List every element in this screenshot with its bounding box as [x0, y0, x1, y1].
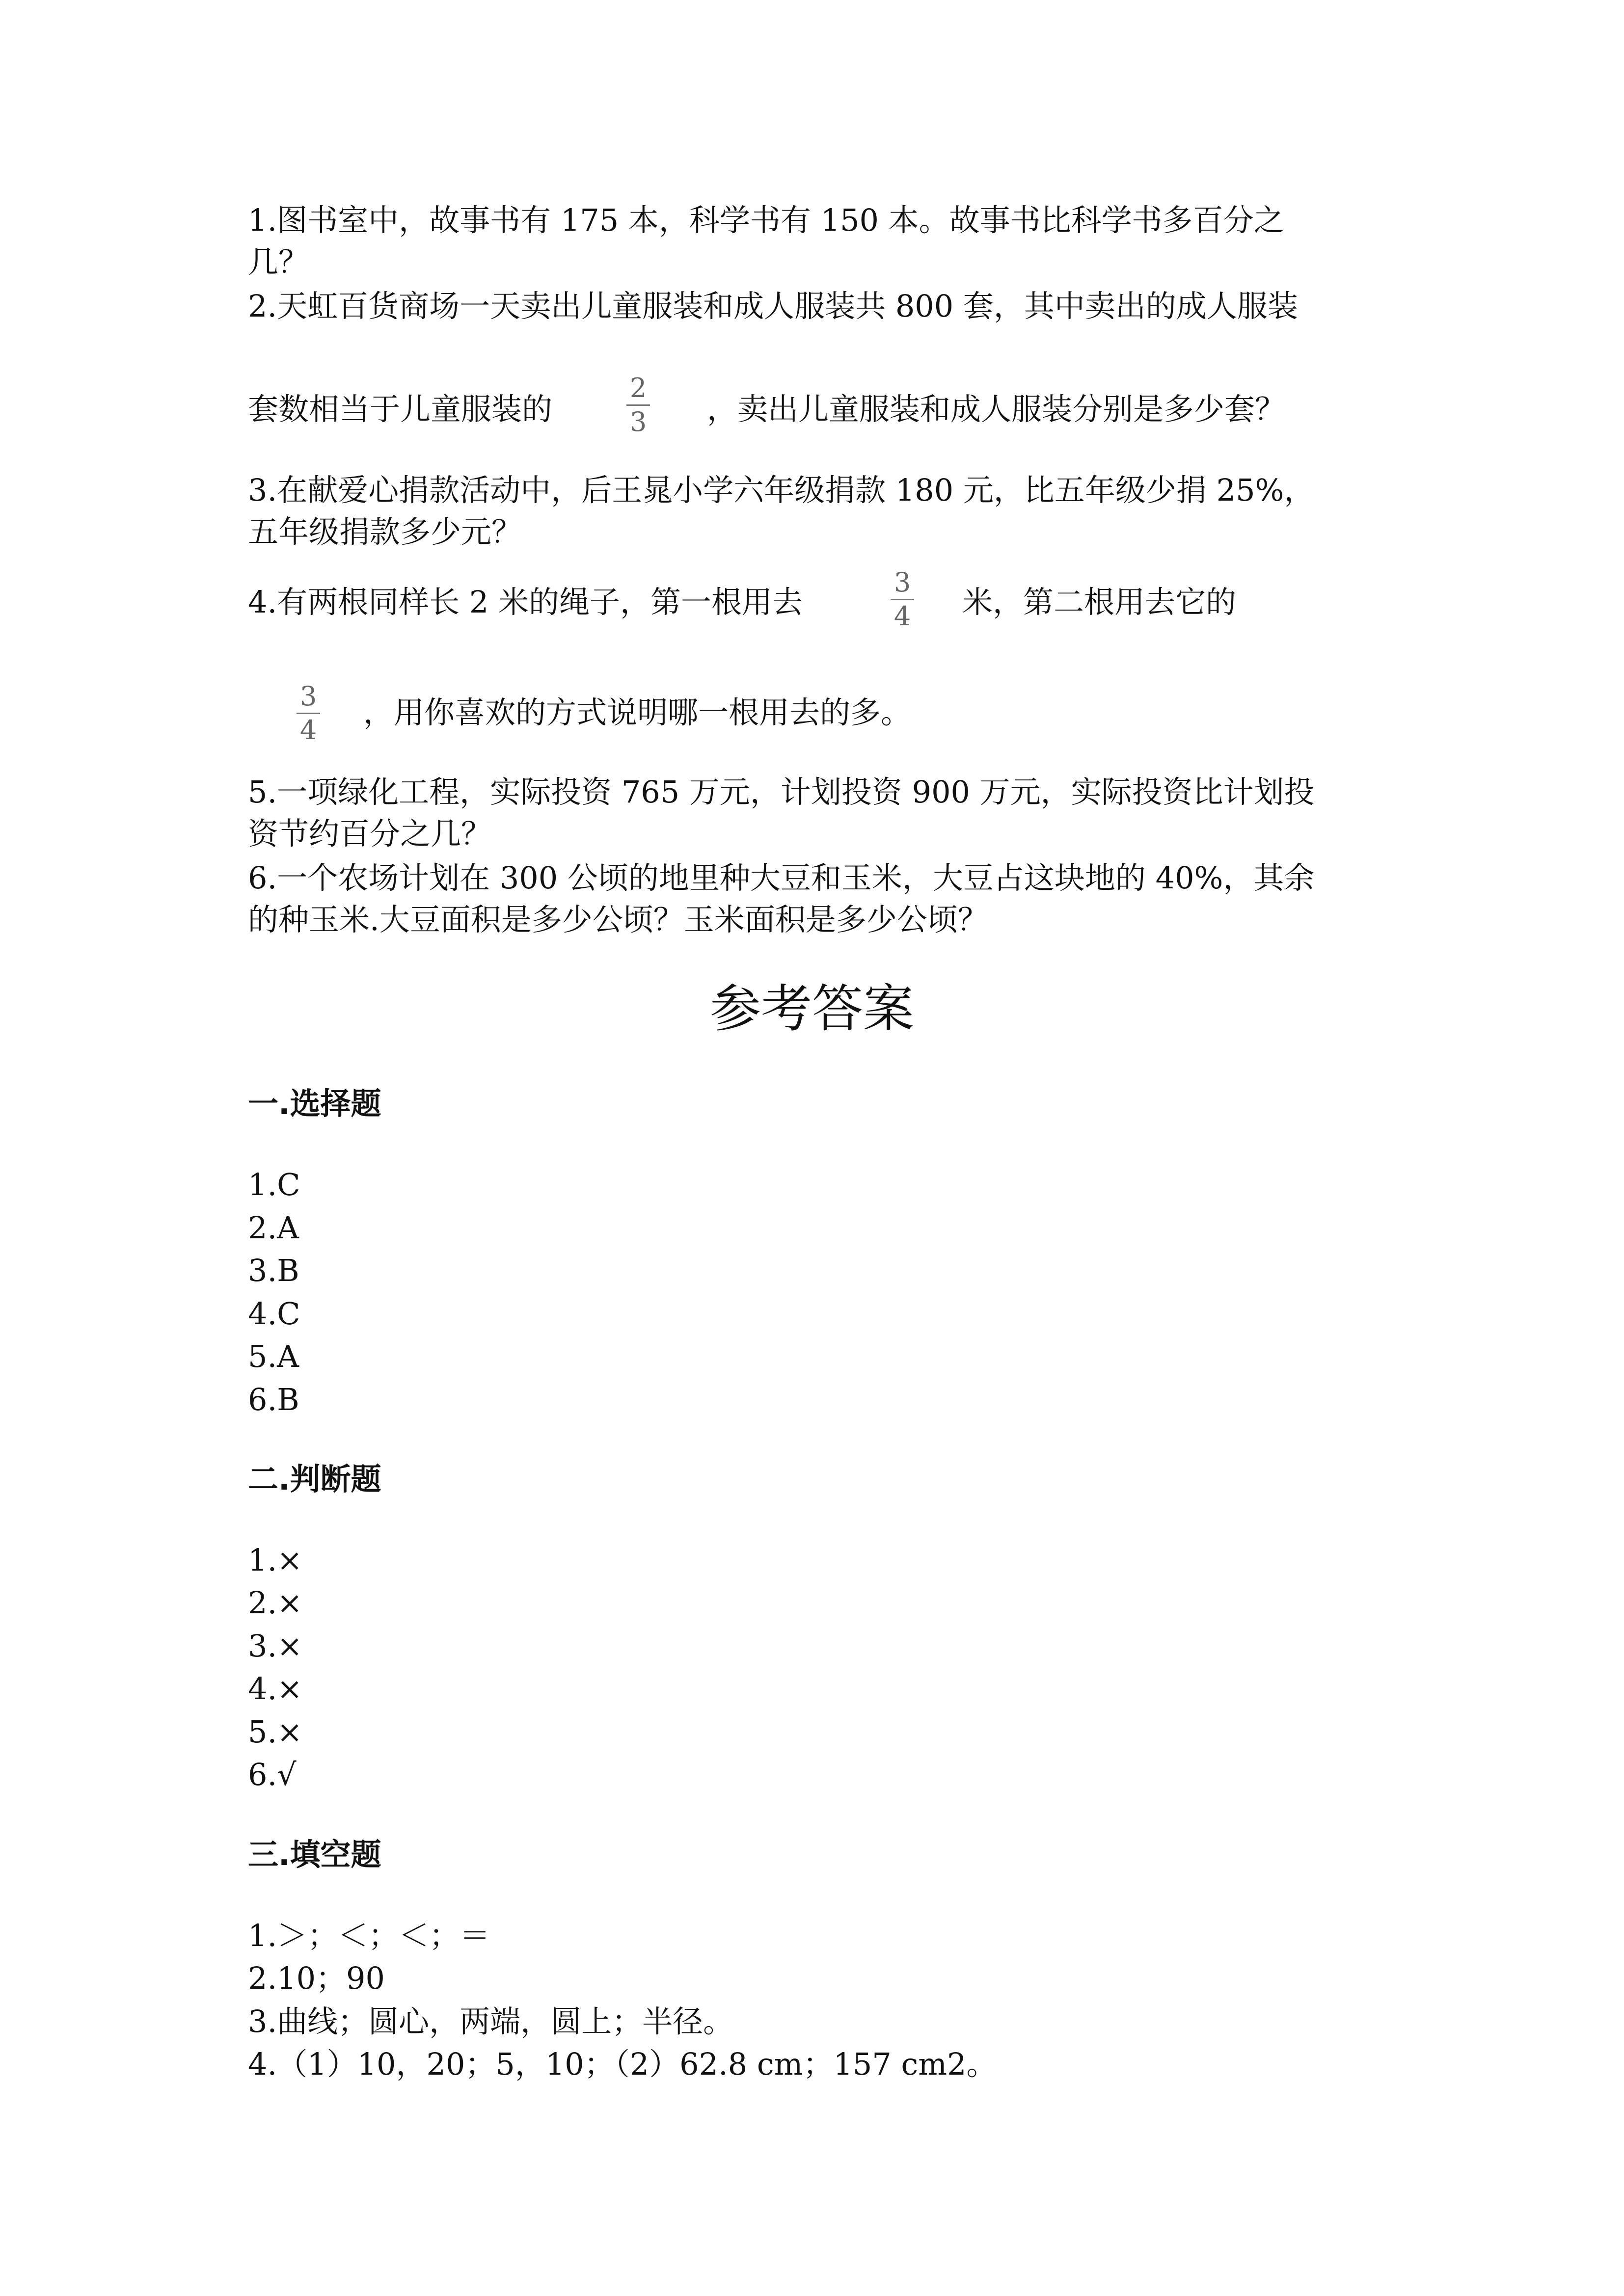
answer-item: 6.√	[248, 1757, 297, 1792]
q2-fraction-denominator: 3	[629, 406, 647, 437]
q3-line-2: 五年级捐款多少元？	[248, 514, 522, 550]
answer-item: 3.B	[248, 1253, 299, 1288]
answer-item: 4.（1）10，20；5，10；（2）62.8 cm；157 cm2。	[248, 2046, 997, 2082]
section-heading-judgement: 二.判断题	[248, 1461, 381, 1497]
q6-line-1: 6.一个农场计划在 300 公顷的地里种大豆和玉米，大豆占这块地的 40%，其余	[248, 860, 1315, 896]
fraction-bar	[891, 599, 914, 600]
answers-title: 参考答案	[709, 979, 914, 1039]
answer-item: 2.10；90	[248, 1960, 385, 1996]
answer-item: 4.×	[248, 1671, 303, 1707]
q5-line-1: 5.一项绿化工程，实际投资 765 万元，计划投资 900 万元，实际投资比计划投	[248, 774, 1315, 810]
q2-line-2b: ，卖出儿童服装和成人服装分别是多少套？	[707, 391, 1286, 427]
q4-fraction-1-denominator: 4	[893, 601, 911, 632]
fraction-bar	[626, 404, 650, 406]
answer-item: 1.C	[248, 1167, 300, 1202]
answer-item: 2.A	[248, 1210, 299, 1246]
q2-fraction	[623, 374, 653, 436]
answer-item: 1.×	[248, 1542, 303, 1578]
answer-item: 5.×	[248, 1714, 303, 1750]
answer-item: 5.A	[248, 1338, 299, 1374]
section-heading-fill-blank: 三.填空题	[248, 1837, 381, 1872]
q4-fraction-1	[888, 568, 917, 631]
q4-fraction-2	[294, 682, 323, 745]
q2-line-1: 2.天虹百货商场一天卖出儿童服装和成人服装共 800 套，其中卖出的成人服装	[248, 288, 1298, 324]
q4-line-1b: 米，第二根用去它的	[962, 584, 1237, 620]
q1-line-1: 1.图书室中，故事书有 175 本，科学书有 150 本。故事书比科学书多百分之	[248, 202, 1284, 238]
q1-line-2: 几？	[248, 244, 309, 280]
answer-item: 2.×	[248, 1585, 303, 1621]
answer-item: 1.＞；＜；＜；＝	[248, 1918, 490, 1953]
q4-line-2: ，用你喜欢的方式说明哪一根用去的多。	[363, 694, 912, 730]
q2-fraction-numerator: 2	[629, 373, 647, 403]
q4-fraction-1-numerator: 3	[893, 567, 911, 598]
answer-item: 6.B	[248, 1382, 299, 1417]
q4-fraction-2-numerator: 3	[299, 681, 317, 712]
q3-line-1: 3.在献爱心捐款活动中，后王晁小学六年级捐款 180 元，比五年级少捐 25%，	[248, 472, 1315, 508]
answer-item: 3.曲线；圆心，两端，圆上；半径。	[248, 2003, 734, 2039]
q6-line-2: 的种玉米.大豆面积是多少公顷？玉米面积是多少公顷？	[248, 902, 988, 937]
section-heading-choice: 一.选择题	[248, 1086, 381, 1121]
answer-item: 3.×	[248, 1628, 303, 1664]
q4-fraction-2-denominator: 4	[299, 715, 317, 746]
fraction-bar	[297, 713, 320, 714]
answer-item: 4.C	[248, 1296, 300, 1332]
q5-line-2: 资节约百分之几？	[248, 816, 492, 852]
q4-line-1a: 4.有两根同样长 2 米的绳子，第一根用去	[248, 584, 803, 620]
q2-line-2a: 套数相当于儿童服装的	[248, 391, 553, 427]
